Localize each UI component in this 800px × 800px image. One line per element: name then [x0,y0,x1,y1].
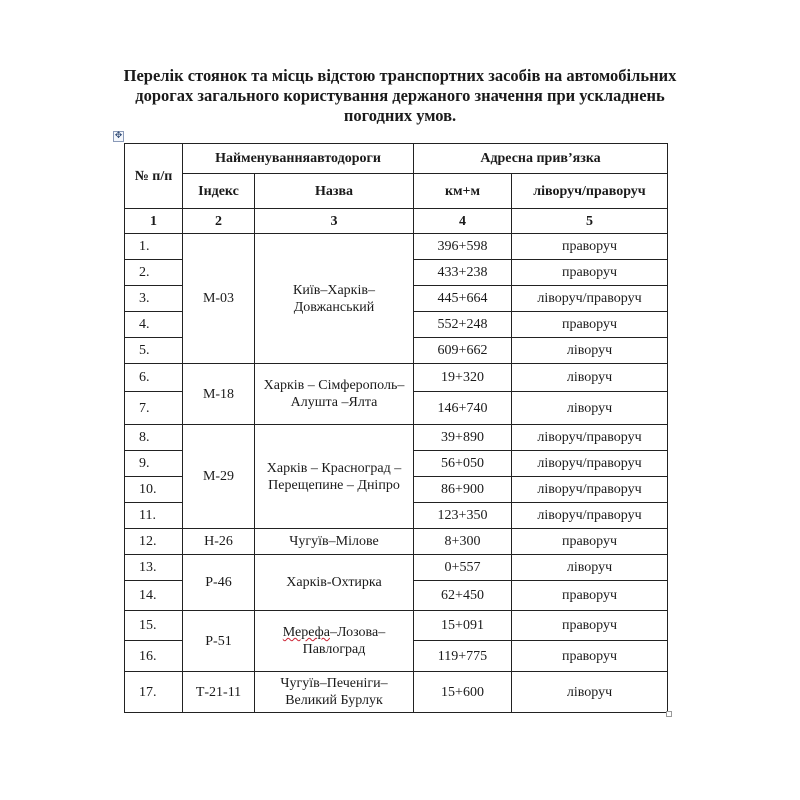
header-address: Адресна прив’язка [414,144,668,174]
row-number: 10. [125,477,183,503]
row-number: 5. [125,338,183,364]
row-number: 8. [125,425,183,451]
side-value: праворуч [512,312,668,338]
km-value: 119+775 [414,641,512,672]
km-value: 433+238 [414,260,512,286]
km-value: 396+598 [414,234,512,260]
header-name: Назва [255,174,414,209]
title-line-2: дорогах загального користування держаного значення при ускладнень [135,86,665,105]
row-number: 15. [125,611,183,641]
row-number: 12. [125,529,183,555]
table-resize-handle[interactable] [666,711,672,717]
row-number: 6. [125,364,183,392]
side-value: ліворуч/праворуч [512,503,668,529]
row-number: 13. [125,555,183,581]
table-row [125,234,668,260]
road-name: Харків – Красноград – Перещепине – Дніпро [255,425,414,529]
road-index: Р-46 [183,555,255,611]
km-value: 0+557 [414,555,512,581]
row-number: 11. [125,503,183,529]
column-number: 4 [414,209,512,234]
row-number: 1. [125,234,183,260]
row-number: 2. [125,260,183,286]
row-number: 14. [125,581,183,611]
km-value: 19+320 [414,364,512,392]
table-row [125,611,668,641]
column-number: 3 [255,209,414,234]
side-value: праворуч [512,260,668,286]
side-value: ліворуч [512,338,668,364]
header-km: км+м [414,174,512,209]
road-name-part: –Лозова–Павлоград [302,625,386,657]
side-value: ліворуч/праворуч [512,477,668,503]
row-number: 3. [125,286,183,312]
side-value: ліворуч [512,555,668,581]
road-name: Харків-Охтирка [255,555,414,611]
km-value: 146+740 [414,392,512,425]
road-index: М-29 [183,425,255,529]
move-cross-icon[interactable]: ✥ [114,131,123,141]
column-number: 1 [125,209,183,234]
title-line-3: погодних умов. [343,106,457,125]
km-value: 39+890 [414,425,512,451]
header-road-name: Найменуванняавтодороги [183,144,414,174]
side-value: праворуч [512,529,668,555]
road-index: М-18 [183,364,255,425]
side-value: ліворуч/праворуч [512,425,668,451]
side-value: ліворуч [512,364,668,392]
side-value: праворуч [512,234,668,260]
road-name: Київ–Харків–Довжанський [255,234,414,364]
header-row-2 [125,174,668,209]
table-row [125,529,668,555]
column-number: 2 [183,209,255,234]
document-title [40,66,760,126]
km-value: 56+050 [414,451,512,477]
table-row [125,425,668,451]
table-row [125,364,668,392]
road-name [255,611,414,672]
road-index: Т-21-11 [183,672,255,713]
km-value: 15+600 [414,672,512,713]
row-number: 7. [125,392,183,425]
side-value: ліворуч [512,392,668,425]
roads-table [124,143,668,713]
km-value: 552+248 [414,312,512,338]
table-row [125,555,668,581]
road-index: Н-26 [183,529,255,555]
road-name: Чугуїв–Печеніги–Великий Бурлук [255,672,414,713]
km-value: 8+300 [414,529,512,555]
km-value: 609+662 [414,338,512,364]
table-row [125,672,668,713]
road-name: Чугуїв–Мілове [255,529,414,555]
row-number: 17. [125,672,183,713]
side-value: праворуч [512,611,668,641]
side-value: ліворуч/праворуч [512,286,668,312]
road-index: Р-51 [183,611,255,672]
row-number: 16. [125,641,183,672]
side-value: праворуч [512,641,668,672]
column-number-row [125,209,668,234]
km-value: 86+900 [414,477,512,503]
km-value: 123+350 [414,503,512,529]
header-num: № п/п [125,144,183,209]
road-name-part: Мерефа [282,625,330,640]
road-name: Харків – Сімферополь– Алушта –Ялта [255,364,414,425]
column-number: 5 [512,209,668,234]
side-value: ліворуч [512,672,668,713]
header-index: Індекс [183,174,255,209]
side-value: ліворуч/праворуч [512,451,668,477]
km-value: 62+450 [414,581,512,611]
road-index: М-03 [183,234,255,364]
km-value: 445+664 [414,286,512,312]
header-side: ліворуч/праворуч [512,174,668,209]
row-number: 4. [125,312,183,338]
header-row-1 [125,144,668,174]
side-value: праворуч [512,581,668,611]
km-value: 15+091 [414,611,512,641]
row-number: 9. [125,451,183,477]
title-line-1: Перелік стоянок та місць відстою транспортних засобів на автомобільних [123,66,677,85]
